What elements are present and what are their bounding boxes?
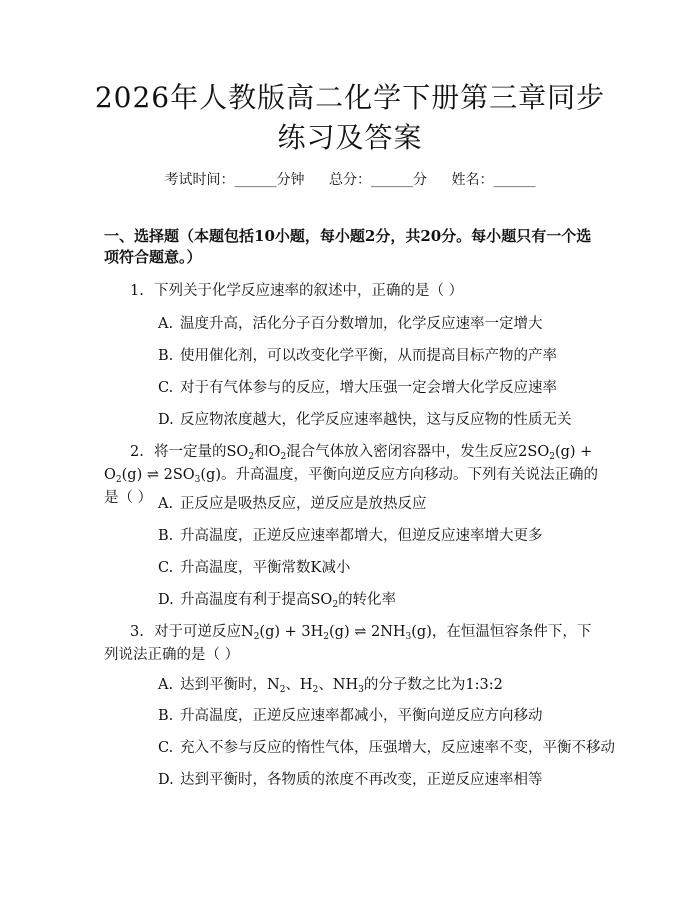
option-label: B. [158,708,174,724]
question-text: 将一定量的SO [154,444,249,460]
subscript: 2 [248,452,255,462]
subscript: 3 [358,685,364,695]
question-2-option-a [158,494,618,514]
question-text: (g)，在恒温恒容条件下，下列说法正确的是（ ） [104,624,592,663]
question-1-option-b [158,346,618,366]
question-text: (g) + 3H [259,624,324,640]
exam-time-field: 考试时间：______分钟 [164,172,305,188]
option-text: 温度升高，活化分子百分数增加，化学反应速率一定增大 [180,316,543,332]
option-label: B. [158,348,174,364]
option-label: D. [158,412,174,428]
subscript: 2 [549,452,555,462]
option-text: 正反应是吸热反应，逆反应是放热反应 [180,496,427,512]
option-label: D. [158,592,174,608]
question-text: 下列关于化学反应速率的叙述中，正确的是（ ） [154,283,464,299]
exam-meta [0,169,700,189]
question-3-option-a [158,675,618,695]
option-text: 的分子数之比为1:3:2 [363,677,503,693]
option-label: C. [158,380,174,396]
subscript: 2 [279,685,286,695]
question-1-option-c [158,378,618,398]
option-text: 、NH [318,677,359,693]
section-heading: 一、选择题（本题包括10小题，每小题2分，共20分。每小题只有一个选项符合题意。） [104,227,592,266]
subscript: 2 [253,632,260,642]
option-text: 对于有气体参与的反应，增大压强一定会增大化学反应速率 [180,380,557,396]
question-1-option-d [158,410,618,430]
option-label: B. [158,528,174,544]
option-text: 升高温度，平衡常数K减小 [180,560,351,576]
question-3-stem [104,621,604,667]
option-text: 的转化率 [338,592,397,608]
option-text: 升高温度，正逆反应速率都减小，平衡向逆反应方向移动 [180,708,543,724]
option-text: 达到平衡时，各物质的浓度不再改变，正逆反应速率相等 [180,772,543,788]
option-text: 充入不参与反应的惰性气体，压强增大，反应速率不变，平衡不移动 [180,740,615,756]
option-text: 达到平衡时，N [180,677,280,693]
subscript: 3 [405,632,412,642]
option-text: 升高温度，正逆反应速率都增大，但逆反应速率增大更多 [180,528,543,544]
option-text: 升高温度有利于提高SO [180,592,333,608]
student-name-field: 姓名：______ [451,172,536,188]
total-score-field: 总分：______分 [329,172,427,188]
option-label: A. [158,677,174,693]
question-3-option-c [158,738,618,758]
option-label: A. [158,316,174,332]
option-label: C. [158,560,174,576]
question-2-option-d [158,590,618,610]
question-1-option-a [158,314,618,334]
option-text: 、H [285,677,313,693]
page-title: 2026年人教版高二化学下册第三章同步练习及答案 [94,81,606,154]
subscript: 2 [312,685,319,695]
question-text: (g)。升高温度，平衡向逆反应方向移动。下列有关说法正确的是（ ） [104,467,598,506]
option-label: C. [158,740,174,756]
option-text: 反应物浓度越大，化学反应速率越快，这与反应物的性质无关 [180,412,572,428]
subscript: 2 [332,600,339,610]
subscript: 2 [323,632,329,642]
question-text: (g) + O [104,444,593,483]
question-2-option-c [158,558,618,578]
question-3-option-b [158,706,618,726]
question-number: 1. [130,283,144,299]
question-text: (g) ⇌ 2NH [329,624,406,640]
question-text: (g) ⇌ 2SO [121,467,195,483]
option-label: A. [158,496,174,512]
subscript: 3 [194,475,201,485]
question-text: 对于可逆反应N [154,624,254,640]
subscript: 2 [280,452,287,462]
question-text: 混合气体放入密闭容器中，发生反应2SO [286,444,550,460]
subscript: 2 [115,475,122,485]
question-number: 3. [130,624,144,640]
question-2-option-b [158,526,618,546]
question-3-option-d [158,770,618,790]
option-text: 使用催化剂，可以改变化学平衡，从而提高目标产物的产率 [180,348,557,364]
option-label: D. [158,772,174,788]
question-number: 2. [130,444,144,460]
question-text: 和O [254,444,281,460]
question-1-stem [104,280,604,303]
